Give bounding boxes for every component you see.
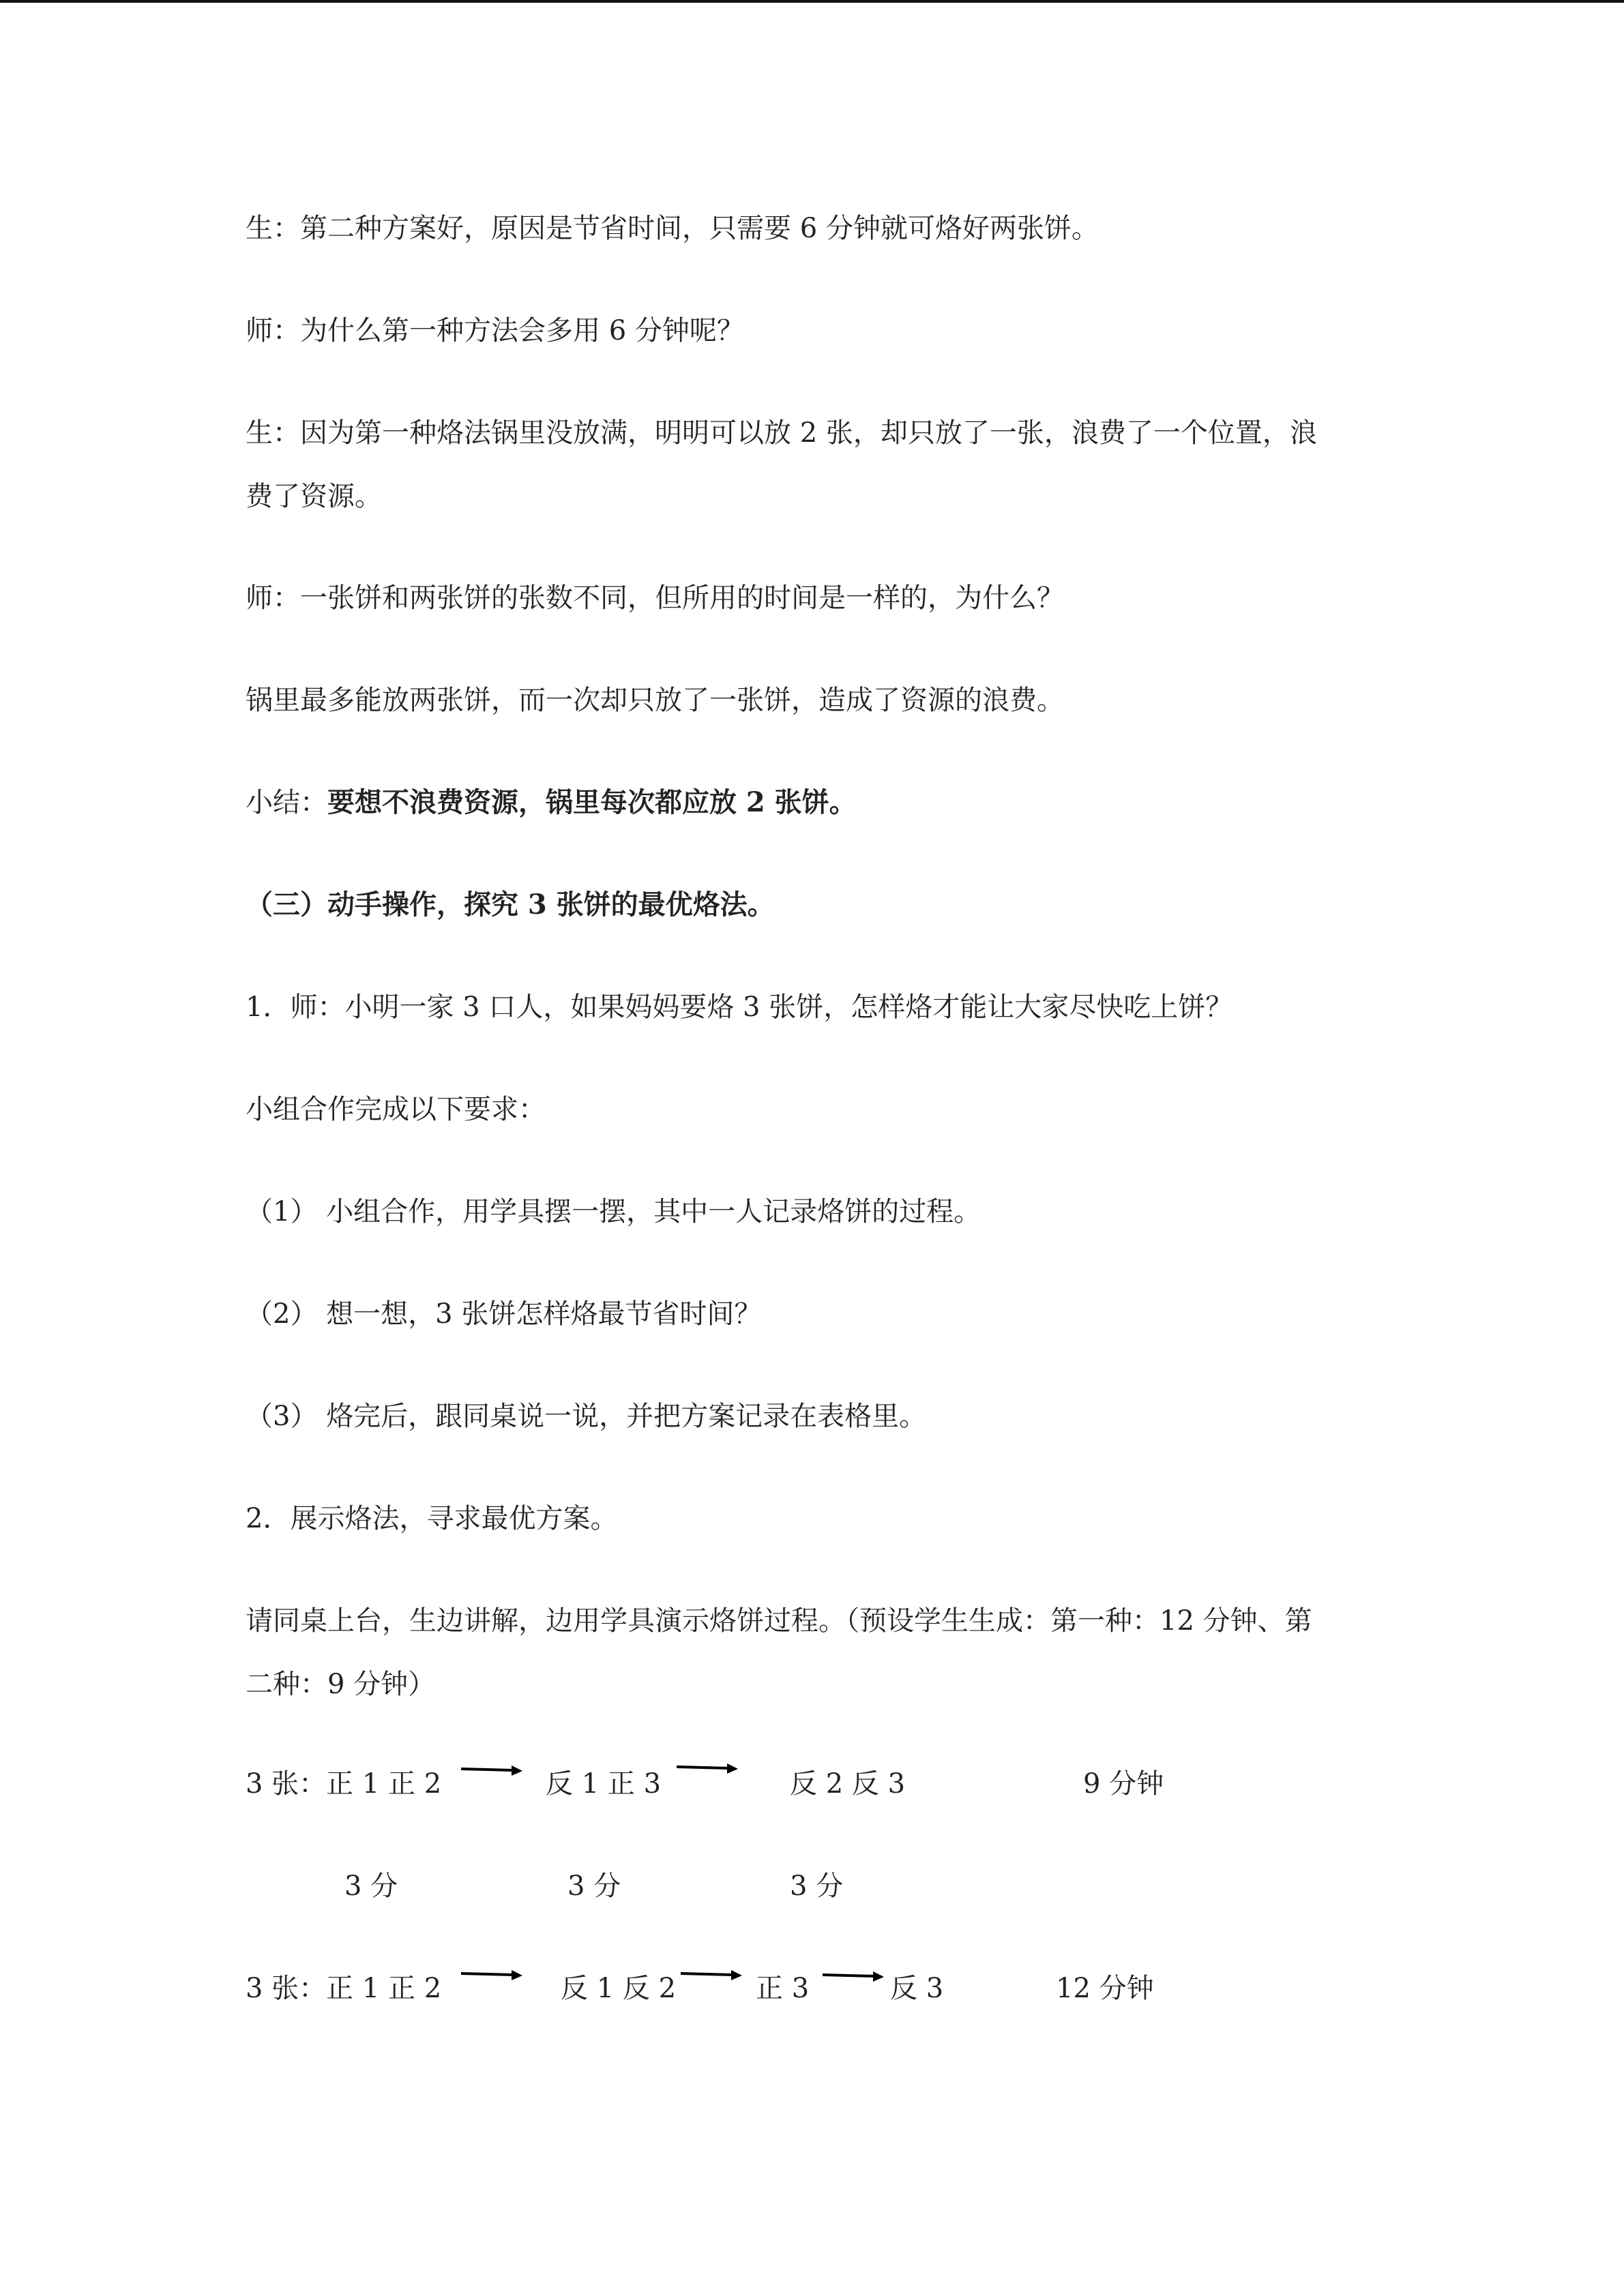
arrow-icon: [674, 1756, 742, 1783]
paragraph-student-answer: 生：第二种方案好，原因是节省时间，只需要 6 分钟就可烙好两张饼。: [246, 213, 1099, 244]
paragraph-teacher-why: 师：一张饼和两张饼的张数不同，但所用的时间是一样的，为什么？: [246, 582, 1064, 614]
scheme2-total: 12 分钟: [1056, 1973, 1154, 2004]
requirement-item-3: （3） 烙完后，跟同桌说一说，并把方案记录在表格里。: [246, 1401, 927, 1432]
scheme1-time-3: 3 分: [790, 1870, 844, 1902]
scheme1-step2: 反 1 正 3: [546, 1768, 662, 1800]
scheme1-step3: 反 2 反 3: [790, 1768, 906, 1800]
paragraph-teacher-task: 1．师：小明一家 3 口人，如果妈妈要烙 3 张饼，怎样烙才能让大家尽快吃上饼？: [246, 992, 1233, 1023]
paragraph-student-reason-line1: 生：因为第一种烙法锅里没放满，明明可以放 2 张，却只放了一张，浪费了一个位置，浪: [246, 417, 1317, 449]
summary-bold-text: 要想不浪费资源，锅里每次都应放 2 张饼。: [327, 786, 857, 818]
scheme2-step3: 正 3: [756, 1973, 810, 2004]
paragraph-show-methods: 2．展示烙法，寻求最优方案。: [246, 1503, 618, 1534]
arrow-icon: [458, 1963, 527, 1990]
scheme2-step2: 反 1 反 2: [561, 1973, 677, 2004]
paragraph-demo-line1: 请同桌上台，生边讲解，边用学具演示烙饼过程。（预设学生生成：第一种：12 分钟、第: [246, 1605, 1312, 1637]
paragraph-student-reason-line2: 费了资源。: [246, 481, 382, 512]
paragraph-demo-line2: 二种：9 分钟）: [246, 1669, 436, 1700]
requirement-item-2: （2） 想一想，3 张饼怎样烙最节省时间？: [246, 1298, 762, 1330]
scheme1-total: 9 分钟: [1083, 1768, 1164, 1800]
scheme1-time-1: 3 分: [344, 1870, 398, 1902]
requirement-item-1: （1） 小组合作，用学具摆一摆，其中一人记录烙饼的过程。: [246, 1196, 981, 1227]
summary-label: 小结：: [246, 787, 327, 818]
arrow-icon: [458, 1758, 527, 1785]
arrow-icon: [820, 1964, 888, 1991]
scheme2-step4: 反 3: [890, 1973, 944, 2004]
section-heading: （三）动手操作，探究 3 张饼的最优烙法。: [246, 889, 775, 921]
scheme1-step1: 3 张：正 1 正 2: [246, 1768, 442, 1800]
paragraph-group-requirements: 小组合作完成以下要求：: [246, 1094, 546, 1125]
scheme2-step1: 3 张：正 1 正 2: [246, 1973, 442, 2004]
top-border: [0, 0, 1624, 3]
scheme1-time-2: 3 分: [567, 1870, 621, 1902]
arrow-icon: [678, 1963, 746, 1990]
paragraph-teacher-question: 师：为什么第一种方法会多用 6 分钟呢？: [246, 315, 744, 346]
paragraph-explanation: 锅里最多能放两张饼，而一次却只放了一张饼，造成了资源的浪费。: [246, 685, 1064, 716]
paragraph-summary: [246, 786, 857, 819]
